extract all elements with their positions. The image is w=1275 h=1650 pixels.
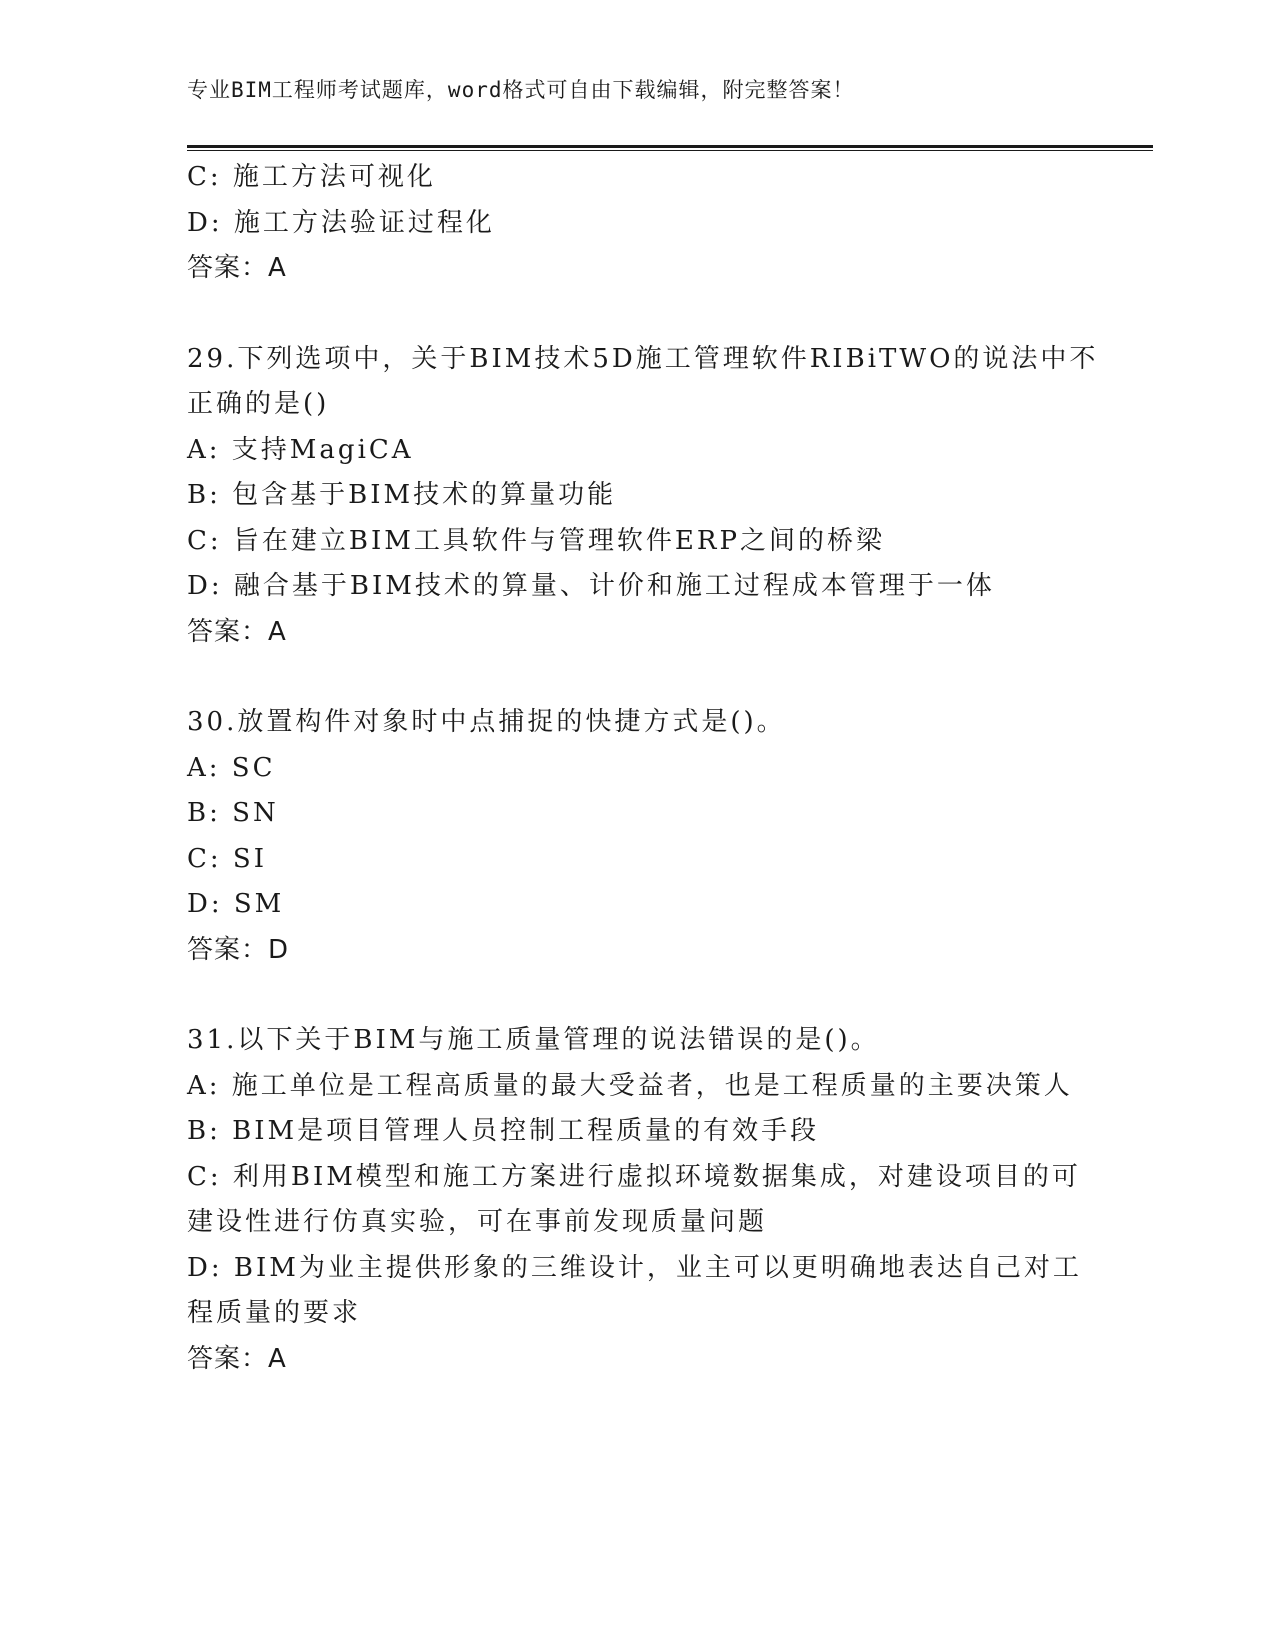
answer-line: 答案：A [187,1343,287,1374]
option-line: B: 包含基于BIM技术的算量功能 [187,480,617,510]
document-body [187,155,1099,1382]
question-31 [187,1018,1087,1382]
answer-line: 答案：A [187,616,287,647]
option-line: D: 融合基于BIM技术的算量、计价和施工过程成本管理于一体 [187,571,995,601]
answer-line: 答案：A [187,253,287,283]
option-line: D: BIM为业主提供形象的三维设计，业主可以更明确地表达自己对工 [187,1252,1082,1283]
option-line: B: SN [187,798,279,828]
option-line: A: 支持MagiCA [187,434,414,465]
option-line: D: SM [187,889,285,919]
option-line: D: 施工方法验证过程化 [187,207,495,238]
question-stem: 正确的是() [187,389,330,419]
question-29 [187,337,1099,656]
option-line: C: 利用BIM模型和施工方案进行虚拟环境数据集成，对建设项目的可 [187,1161,1081,1192]
option-line: C: 旨在建立BIM工具软件与管理软件ERP之间的桥梁 [187,525,885,556]
answer-line: 答案：D [187,934,290,965]
option-line: 程质量的要求 [187,1298,362,1328]
question-30 [187,700,1087,973]
header-rule-thick [187,145,1153,148]
option-line: B: BIM是项目管理人员控制工程质量的有效手段 [187,1116,820,1146]
option-line: C: SI [187,843,267,874]
option-line: C: 施工方法可视化 [187,162,436,192]
header-rule-thin [187,150,1153,151]
page-header: 专业BIM工程师考试题库，word格式可自由下载编辑，附完整答案！ [187,78,855,102]
question-stem: 30.放置构件对象时中点捕捉的快捷方式是()。 [187,707,786,737]
question-stem: 29.下列选项中，关于BIM技术5D施工管理软件RIBiTWO的说法中不 [187,343,1099,374]
prev-question-block [187,155,1087,292]
option-line: 建设性进行仿真实验，可在事前发现质量问题 [187,1207,768,1237]
option-line: A: SC [187,752,276,783]
option-line: A: 施工单位是工程高质量的最大受益者，也是工程质量的主要决策人 [187,1070,1073,1101]
question-stem: 31.以下关于BIM与施工质量管理的说法错误的是()。 [187,1025,880,1055]
